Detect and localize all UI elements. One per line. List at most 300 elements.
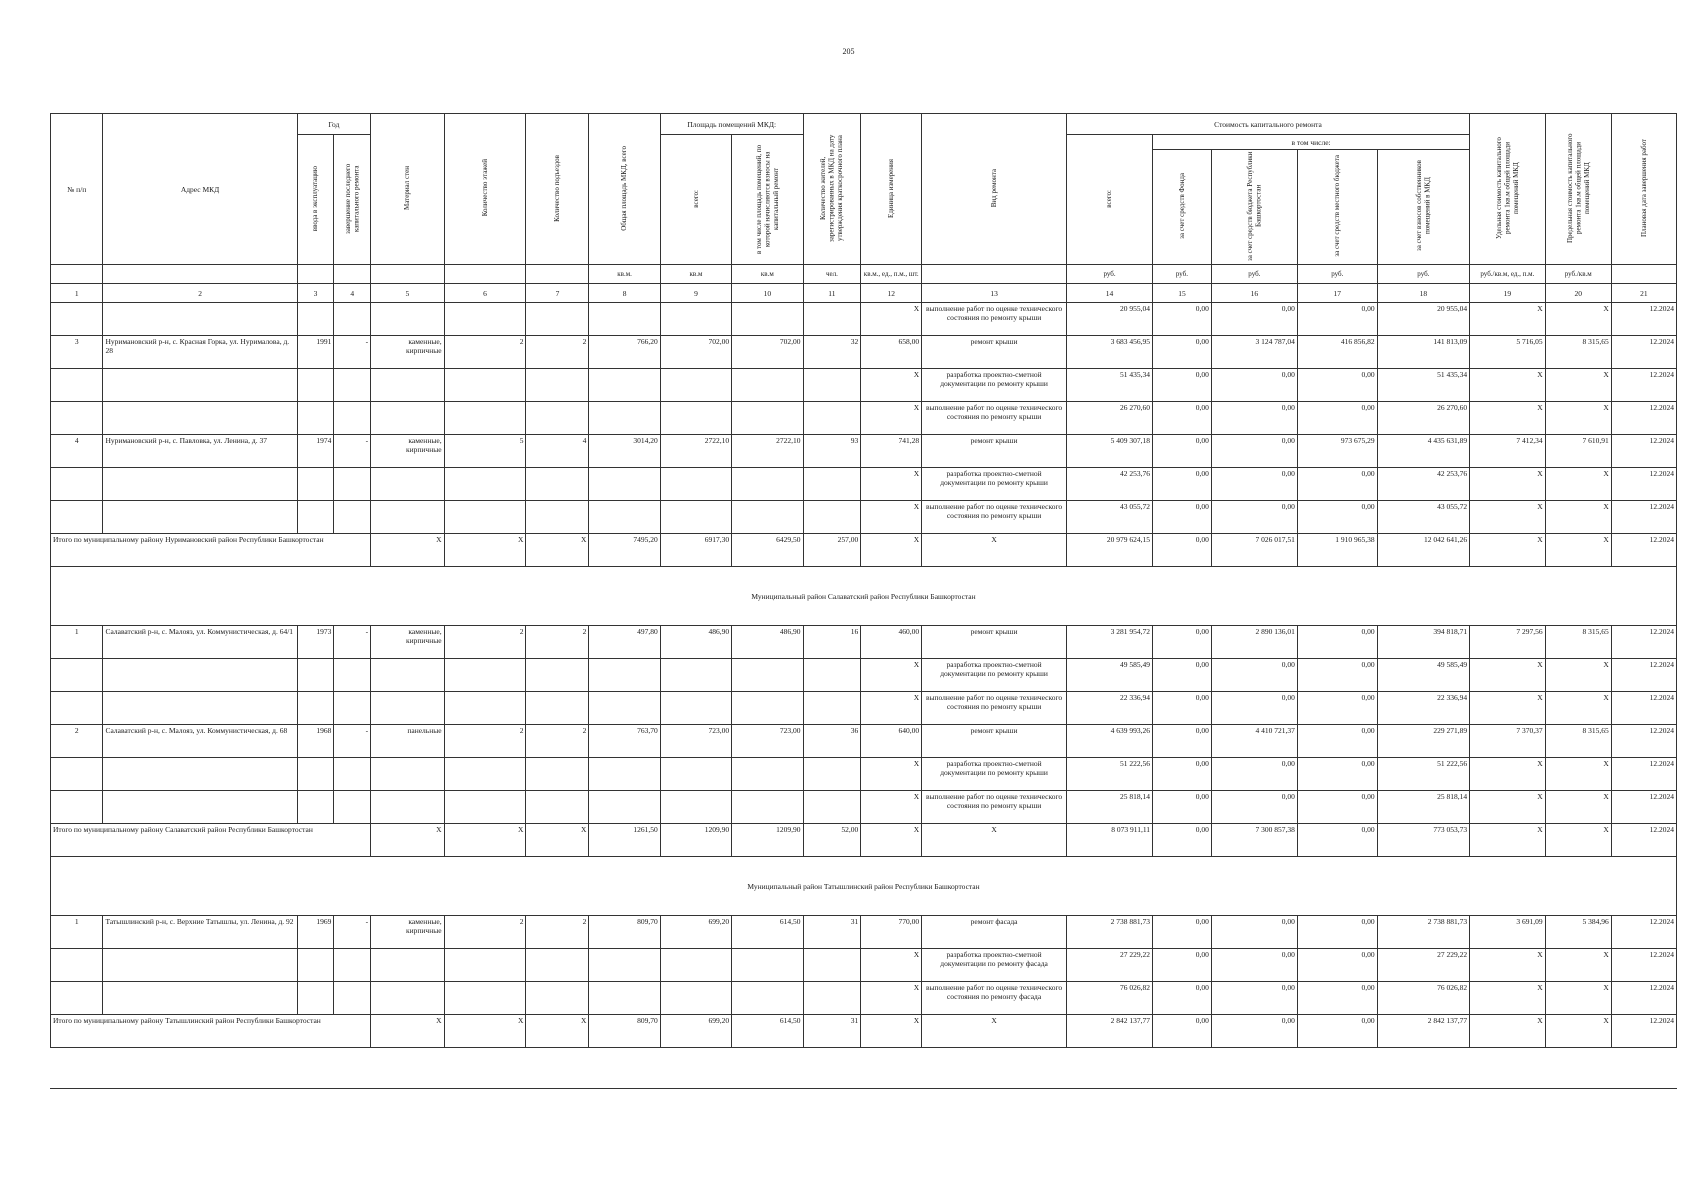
section-header-row <box>51 857 1677 916</box>
cell-spec: 7 370,37 <box>1470 725 1546 758</box>
table-body <box>51 303 1677 1048</box>
cell-owners: 43 055,72 <box>1377 501 1469 534</box>
cell-spec: X <box>1470 824 1546 857</box>
cell-no: 1 <box>51 916 103 949</box>
table-row <box>51 501 1677 534</box>
cell-work: X <box>922 1015 1067 1048</box>
cell-rb: 2 890 136,01 <box>1211 626 1297 659</box>
cell-no <box>51 791 103 824</box>
cell-res: 31 <box>803 1015 861 1048</box>
column-number: 19 <box>1470 284 1546 303</box>
cell-local: 1 910 965,38 <box>1297 534 1377 567</box>
cell-rb: 0,00 <box>1211 758 1297 791</box>
cell-rb: 0,00 <box>1211 949 1297 982</box>
cell-total: 22 336,94 <box>1066 692 1152 725</box>
cell-year: 1973 <box>297 626 334 659</box>
table-row <box>51 402 1677 435</box>
header-specific-cost: Удельная стоимость капитального ремонта 1кв.м общей площади помещений МКД <box>1470 114 1546 265</box>
cell-last: - <box>334 725 371 758</box>
header-fund: за счет средств Фонда <box>1153 150 1212 265</box>
cell-local: 0,00 <box>1297 982 1377 1015</box>
cell-res <box>803 468 861 501</box>
cell-last <box>334 659 371 692</box>
cell-owners: 394 818,71 <box>1377 626 1469 659</box>
cell-spec: 7 412,34 <box>1470 435 1546 468</box>
page-number: 205 <box>842 47 855 56</box>
cell-no <box>51 982 103 1015</box>
cell-local: 973 675,29 <box>1297 435 1377 468</box>
cell-total: 2 842 137,77 <box>1066 1015 1152 1048</box>
cell-area <box>589 659 660 692</box>
cell-area: 3014,20 <box>589 435 660 468</box>
cell-date: 12.2024 <box>1611 303 1676 336</box>
cell-max: X <box>1545 369 1611 402</box>
cell-owners: 26 270,60 <box>1377 402 1469 435</box>
cell-work: выполнение работ по оценке технического состояния по ремонту фасада <box>922 982 1067 1015</box>
cell-spec: X <box>1470 534 1546 567</box>
cell-rb: 0,00 <box>1211 692 1297 725</box>
cell-fund: 0,00 <box>1153 949 1212 982</box>
cell-rb: 3 124 787,04 <box>1211 336 1297 369</box>
cell-res <box>803 402 861 435</box>
cell-spec: 3 691,09 <box>1470 916 1546 949</box>
cell-fund: 0,00 <box>1153 435 1212 468</box>
cell-wall <box>371 303 444 336</box>
cell-year <box>297 303 334 336</box>
cell-area: 809,70 <box>589 1015 660 1048</box>
cell-wall: каменные, кирпичные <box>371 435 444 468</box>
cell-no <box>51 468 103 501</box>
cell-work: выполнение работ по оценке технического состояния по ремонту крыши <box>922 692 1067 725</box>
cell-wall <box>371 468 444 501</box>
units-row <box>51 265 1677 284</box>
section-title: Муниципальный район Салаватский район Республики Башкортостан <box>51 567 1677 626</box>
cell-local: 0,00 <box>1297 758 1377 791</box>
cell-work: разработка проектно-сметной документации по ремонту крыши <box>922 659 1067 692</box>
cell-owners: 229 271,89 <box>1377 725 1469 758</box>
cell-spec: X <box>1470 1015 1546 1048</box>
table-row <box>51 982 1677 1015</box>
cell-addr <box>103 369 297 402</box>
cell-unit: 770,00 <box>861 916 922 949</box>
cell-last <box>334 369 371 402</box>
cell-floors: 2 <box>444 626 526 659</box>
cell-spec: X <box>1470 501 1546 534</box>
cell-local: 0,00 <box>1297 692 1377 725</box>
cell-max: X <box>1545 982 1611 1015</box>
cell-addr <box>103 692 297 725</box>
table-header <box>51 114 1677 303</box>
cell-last: - <box>334 435 371 468</box>
cell-fee <box>732 468 803 501</box>
cell-rb: 0,00 <box>1211 791 1297 824</box>
table-row <box>51 435 1677 468</box>
cell-wall <box>371 692 444 725</box>
header-entrances: Количество подъездов <box>526 114 589 265</box>
column-number: 17 <box>1297 284 1377 303</box>
column-number: 18 <box>1377 284 1469 303</box>
cell-ent <box>526 949 589 982</box>
cell-max: X <box>1545 758 1611 791</box>
cell-prem: 699,20 <box>660 1015 731 1048</box>
cell-addr <box>103 758 297 791</box>
cell-no: 1 <box>51 626 103 659</box>
cell-prem <box>660 791 731 824</box>
cell-prem <box>660 758 731 791</box>
column-number: 3 <box>297 284 334 303</box>
cell-res: 93 <box>803 435 861 468</box>
cell-work: выполнение работ по оценке технического состояния по ремонту крыши <box>922 402 1067 435</box>
cell-prem <box>660 369 731 402</box>
header-year: Год <box>297 114 370 135</box>
cell-wall <box>371 791 444 824</box>
cell-unit: X <box>861 692 922 725</box>
cell-wall <box>371 369 444 402</box>
cell-res: 31 <box>803 916 861 949</box>
unit-cell: чел. <box>803 265 861 284</box>
cell-total: 3 683 456,95 <box>1066 336 1152 369</box>
cell-wall: каменные, кирпичные <box>371 916 444 949</box>
cell-spec: 7 297,56 <box>1470 626 1546 659</box>
cell-local: 0,00 <box>1297 791 1377 824</box>
table-row <box>51 692 1677 725</box>
cell-unit: X <box>861 791 922 824</box>
cell-addr: Салаватский р-н, с. Малояз, ул. Коммунистическая, д. 68 <box>103 725 297 758</box>
cell-no <box>51 949 103 982</box>
cell-addr <box>103 791 297 824</box>
cell-max: X <box>1545 534 1611 567</box>
cell-work: выполнение работ по оценке технического состояния по ремонту крыши <box>922 791 1067 824</box>
cell-ent: 4 <box>526 435 589 468</box>
cell-total: 20 955,04 <box>1066 303 1152 336</box>
cell-owners: 4 435 631,89 <box>1377 435 1469 468</box>
cell-fund: 0,00 <box>1153 626 1212 659</box>
column-number: 21 <box>1611 284 1676 303</box>
cell-addr: Нуримановский р-н, с. Красная Горка, ул. Нурималова, д. 28 <box>103 336 297 369</box>
header-year-last-repair: завершение последнего капитального ремонта <box>334 135 371 265</box>
cell-no <box>51 303 103 336</box>
cell-rb: 0,00 <box>1211 659 1297 692</box>
cell-max: 8 315,65 <box>1545 336 1611 369</box>
cell-addr: Нуримановский р-н, с. Павловка, ул. Ленина, д. 37 <box>103 435 297 468</box>
cell-work: ремонт крыши <box>922 725 1067 758</box>
cell-last: - <box>334 626 371 659</box>
header-owners: за счет взносов собственников помещений в МКД <box>1377 150 1469 265</box>
cell-date: 12.2024 <box>1611 369 1676 402</box>
column-number: 6 <box>444 284 526 303</box>
cell-total: 5 409 307,18 <box>1066 435 1152 468</box>
capital-repair-plan-table <box>50 113 1677 1048</box>
header-no: № п/п <box>51 114 103 265</box>
cell-unit: 460,00 <box>861 626 922 659</box>
column-number: 14 <box>1066 284 1152 303</box>
header-year-commission: ввода в эксплуатацию <box>297 135 334 265</box>
cell-year: 1969 <box>297 916 334 949</box>
cell-prem: 6917,30 <box>660 534 731 567</box>
cell-year <box>297 402 334 435</box>
cell-max: X <box>1545 402 1611 435</box>
cell-year: 1968 <box>297 725 334 758</box>
cell-ent <box>526 468 589 501</box>
table-row <box>51 626 1677 659</box>
cell-local: 0,00 <box>1297 501 1377 534</box>
cell-res <box>803 692 861 725</box>
cell-fund: 0,00 <box>1153 534 1212 567</box>
cell-last: - <box>334 336 371 369</box>
cell-spec: 5 716,05 <box>1470 336 1546 369</box>
cell-spec: X <box>1470 468 1546 501</box>
cell-res <box>803 369 861 402</box>
cell-floors <box>444 659 526 692</box>
cell-year <box>297 468 334 501</box>
cell-unit: X <box>861 982 922 1015</box>
cell-rb: 7 026 017,51 <box>1211 534 1297 567</box>
unit-cell: руб. <box>1211 265 1297 284</box>
cell-prem: 699,20 <box>660 916 731 949</box>
column-number: 5 <box>371 284 444 303</box>
cell-max: X <box>1545 659 1611 692</box>
cell-addr <box>103 402 297 435</box>
cell-wall <box>371 949 444 982</box>
header-floors: Количество этажей <box>444 114 526 265</box>
cell-local: 0,00 <box>1297 725 1377 758</box>
cell-floors: X <box>444 1015 526 1048</box>
cell-date: 12.2024 <box>1611 468 1676 501</box>
cell-max: 5 384,96 <box>1545 916 1611 949</box>
cell-wall: X <box>371 824 444 857</box>
cell-no: 3 <box>51 336 103 369</box>
cell-date: 12.2024 <box>1611 982 1676 1015</box>
cell-owners: 42 253,76 <box>1377 468 1469 501</box>
cell-date: 12.2024 <box>1611 626 1676 659</box>
cell-owners: 51 435,34 <box>1377 369 1469 402</box>
cell-wall <box>371 402 444 435</box>
cell-fee <box>732 791 803 824</box>
total-row <box>51 1015 1677 1048</box>
cell-unit: X <box>861 758 922 791</box>
cell-max: 8 315,65 <box>1545 725 1611 758</box>
cell-total: 42 253,76 <box>1066 468 1152 501</box>
cell-total: 76 026,82 <box>1066 982 1152 1015</box>
cell-ent <box>526 758 589 791</box>
cell-area <box>589 303 660 336</box>
cell-floors <box>444 982 526 1015</box>
cell-last <box>334 758 371 791</box>
cell-year: 1991 <box>297 336 334 369</box>
unit-cell: кв.м., ед., п.м., шт. <box>861 265 922 284</box>
cell-rb: 0,00 <box>1211 1015 1297 1048</box>
header-repair-type: Вид ремонта <box>922 114 1067 265</box>
total-label: Итого по муниципальному району Татышлинский район Республики Башкортостан <box>51 1015 371 1048</box>
cell-ent <box>526 659 589 692</box>
cell-fund: 0,00 <box>1153 369 1212 402</box>
header-residents: Количество жителей, зарегистрированных в МКД на дату утверждения краткосрочного плана <box>803 114 861 265</box>
cell-prem <box>660 982 731 1015</box>
cell-rb: 7 300 857,38 <box>1211 824 1297 857</box>
cell-max: X <box>1545 1015 1611 1048</box>
cell-rb: 0,00 <box>1211 369 1297 402</box>
cell-owners: 141 813,09 <box>1377 336 1469 369</box>
cell-owners: 49 585,49 <box>1377 659 1469 692</box>
cell-total: 3 281 954,72 <box>1066 626 1152 659</box>
cell-res <box>803 659 861 692</box>
column-number: 9 <box>660 284 731 303</box>
cell-owners: 76 026,82 <box>1377 982 1469 1015</box>
header-address: Адрес МКД <box>103 114 297 265</box>
cell-fund: 0,00 <box>1153 824 1212 857</box>
cell-owners: 12 042 641,26 <box>1377 534 1469 567</box>
cell-area <box>589 369 660 402</box>
cell-work: X <box>922 824 1067 857</box>
total-row <box>51 534 1677 567</box>
cell-fee <box>732 758 803 791</box>
cell-max: X <box>1545 468 1611 501</box>
column-number: 8 <box>589 284 660 303</box>
unit-cell: руб. <box>1066 265 1152 284</box>
cell-fee: 2722,10 <box>732 435 803 468</box>
cell-year <box>297 369 334 402</box>
cell-fee: 6429,50 <box>732 534 803 567</box>
cell-unit: X <box>861 303 922 336</box>
cell-fund: 0,00 <box>1153 982 1212 1015</box>
cell-prem <box>660 659 731 692</box>
cell-fee <box>732 692 803 725</box>
cell-unit: 640,00 <box>861 725 922 758</box>
cell-year <box>297 949 334 982</box>
column-number: 15 <box>1153 284 1212 303</box>
cell-ent: X <box>526 824 589 857</box>
header-max-cost: Предельная стоимость капитального ремонта 1кв.м общей площади помещений МКД <box>1545 114 1611 265</box>
cell-unit: X <box>861 824 922 857</box>
cell-spec: X <box>1470 982 1546 1015</box>
header-wall-material: Материал стен <box>371 114 444 265</box>
cell-local: 0,00 <box>1297 402 1377 435</box>
cell-last <box>334 468 371 501</box>
cell-prem <box>660 402 731 435</box>
cell-prem: 486,90 <box>660 626 731 659</box>
cell-fee: 702,00 <box>732 336 803 369</box>
cell-year <box>297 982 334 1015</box>
total-label: Итого по муниципальному району Нуримановский район Республики Башкортостан <box>51 534 371 567</box>
table-row <box>51 916 1677 949</box>
cell-floors <box>444 369 526 402</box>
table-row <box>51 791 1677 824</box>
cell-rb: 0,00 <box>1211 468 1297 501</box>
cell-date: 12.2024 <box>1611 402 1676 435</box>
column-number: 20 <box>1545 284 1611 303</box>
cell-addr: Салаватский р-н, с. Малояз, ул. Коммунистическая, д. 64/1 <box>103 626 297 659</box>
cell-area <box>589 692 660 725</box>
cell-year <box>297 501 334 534</box>
cell-floors <box>444 791 526 824</box>
cell-total: 25 818,14 <box>1066 791 1152 824</box>
cell-prem: 723,00 <box>660 725 731 758</box>
table-row <box>51 949 1677 982</box>
unit-cell: кв.м <box>732 265 803 284</box>
cell-owners: 773 053,73 <box>1377 824 1469 857</box>
cell-total: 20 979 624,15 <box>1066 534 1152 567</box>
cell-date: 12.2024 <box>1611 659 1676 692</box>
cell-res <box>803 501 861 534</box>
cell-prem <box>660 468 731 501</box>
cell-date: 12.2024 <box>1611 1015 1676 1048</box>
cell-rb: 0,00 <box>1211 501 1297 534</box>
cell-rb: 0,00 <box>1211 402 1297 435</box>
cell-local: 0,00 <box>1297 916 1377 949</box>
cell-owners: 20 955,04 <box>1377 303 1469 336</box>
cell-floors <box>444 758 526 791</box>
cell-fee <box>732 501 803 534</box>
cell-rb: 0,00 <box>1211 916 1297 949</box>
cell-fee <box>732 949 803 982</box>
cell-date: 12.2024 <box>1611 336 1676 369</box>
cell-date: 12.2024 <box>1611 949 1676 982</box>
cell-wall <box>371 659 444 692</box>
cell-date: 12.2024 <box>1611 534 1676 567</box>
cell-work: разработка проектно-сметной документации по ремонту крыши <box>922 369 1067 402</box>
cell-owners: 2 738 881,73 <box>1377 916 1469 949</box>
cell-res: 32 <box>803 336 861 369</box>
header-premises-fee: в том числе площадь помещений, по которой начисляются взносы на капитальный ремонт <box>732 135 803 265</box>
cell-floors <box>444 303 526 336</box>
total-label: Итого по муниципальному району Салаватский район Республики Башкортостан <box>51 824 371 857</box>
cell-ent: X <box>526 1015 589 1048</box>
cell-floors <box>444 402 526 435</box>
cell-local: 0,00 <box>1297 1015 1377 1048</box>
cell-spec: X <box>1470 659 1546 692</box>
cell-last <box>334 501 371 534</box>
header-incl: в том числе: <box>1153 135 1470 150</box>
cell-fee <box>732 982 803 1015</box>
cell-no: 2 <box>51 725 103 758</box>
cell-fee: 614,50 <box>732 916 803 949</box>
cell-last: - <box>334 916 371 949</box>
cell-spec: X <box>1470 303 1546 336</box>
cell-owners: 27 229,22 <box>1377 949 1469 982</box>
cell-no <box>51 659 103 692</box>
header-cost: Стоимость капитального ремонта <box>1066 114 1469 135</box>
unit-cell: кв.м. <box>589 265 660 284</box>
cell-wall: каменные, кирпичные <box>371 626 444 659</box>
cell-area <box>589 791 660 824</box>
cell-fund: 0,00 <box>1153 692 1212 725</box>
cell-fee: 486,90 <box>732 626 803 659</box>
cell-owners: 22 336,94 <box>1377 692 1469 725</box>
cell-date: 12.2024 <box>1611 791 1676 824</box>
column-number: 4 <box>334 284 371 303</box>
cell-ent <box>526 982 589 1015</box>
column-numbers-row <box>51 284 1677 303</box>
unit-cell: руб. <box>1377 265 1469 284</box>
cell-res: 52,00 <box>803 824 861 857</box>
cell-no <box>51 501 103 534</box>
cell-fee <box>732 303 803 336</box>
cell-owners: 25 818,14 <box>1377 791 1469 824</box>
cell-fund: 0,00 <box>1153 303 1212 336</box>
cell-unit: X <box>861 501 922 534</box>
cell-unit: X <box>861 659 922 692</box>
cell-addr <box>103 303 297 336</box>
cell-area: 497,80 <box>589 626 660 659</box>
cell-date: 12.2024 <box>1611 692 1676 725</box>
cell-wall <box>371 501 444 534</box>
cell-work: ремонт крыши <box>922 336 1067 369</box>
header-cost-total: всего: <box>1066 135 1152 265</box>
cell-spec: X <box>1470 791 1546 824</box>
cell-work: ремонт фасада <box>922 916 1067 949</box>
cell-ent <box>526 692 589 725</box>
cell-fund: 0,00 <box>1153 659 1212 692</box>
